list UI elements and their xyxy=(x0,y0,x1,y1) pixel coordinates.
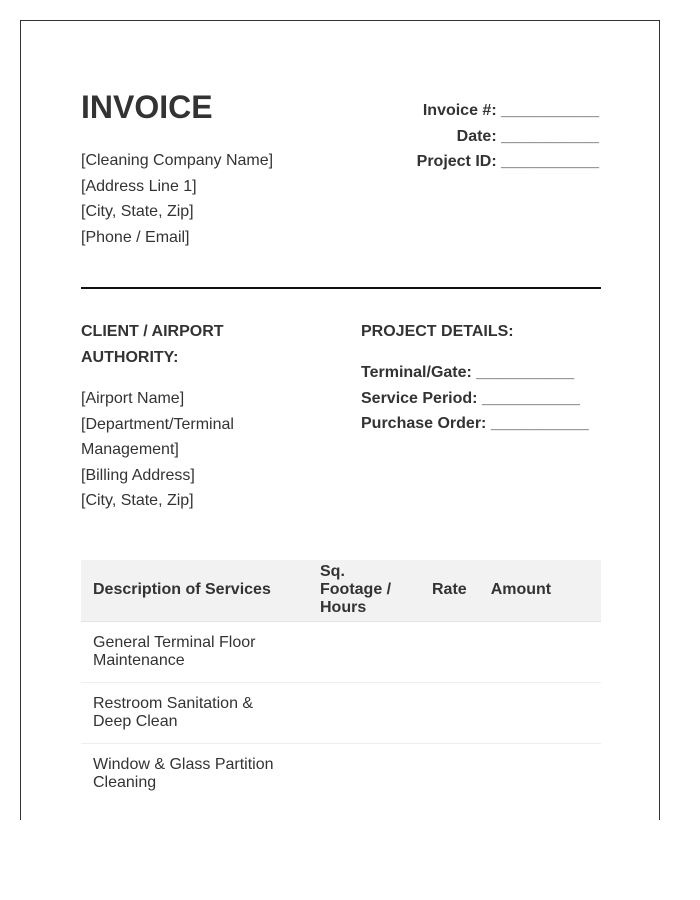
table-header-row xyxy=(81,560,601,621)
invoice-page xyxy=(20,20,660,820)
invoice-title: INVOICE xyxy=(81,89,213,125)
purchase-order-blank: ___________ xyxy=(490,415,589,433)
client-airport-name: [Airport Name] xyxy=(81,390,185,407)
invoice-number-label: Invoice #: xyxy=(422,102,497,119)
terminal-blank: ___________ xyxy=(476,364,575,381)
header-rate: Rate xyxy=(416,560,479,621)
project-details xyxy=(361,360,589,437)
purchase-order-label: Purchase Order: xyxy=(361,415,487,433)
client-block xyxy=(81,386,281,514)
row-sq-footage xyxy=(296,743,416,804)
table-row xyxy=(81,621,601,682)
service-period-row xyxy=(361,386,589,412)
row-amount xyxy=(479,621,601,682)
client-heading: CLIENT / AIRPORT AUTHORITY: xyxy=(81,323,224,366)
services-table xyxy=(81,560,601,804)
row-description: General Terminal Floor Maintenance xyxy=(81,621,296,682)
row-rate xyxy=(416,743,479,804)
client-city: [City, State, Zip] xyxy=(81,492,194,510)
service-period-blank: ___________ xyxy=(481,389,580,407)
date-blank: ___________ xyxy=(501,127,599,145)
terminal-row xyxy=(361,360,589,386)
table-row xyxy=(81,743,601,804)
client-department: [Department/Terminal Management] xyxy=(81,415,234,459)
date-label: Date: xyxy=(456,127,497,145)
purchase-order-row xyxy=(361,411,589,437)
invoice-number-row xyxy=(417,98,599,124)
company-address: [Address Line 1] xyxy=(81,177,197,195)
row-rate xyxy=(416,621,479,682)
company-block xyxy=(81,148,273,250)
header-sq-footage: Sq. Footage / Hours xyxy=(296,560,416,621)
company-city: [City, State, Zip] xyxy=(81,203,194,221)
row-description: Restroom Sanitation & Deep Clean xyxy=(81,682,296,743)
date-row xyxy=(417,124,599,150)
company-name: [Cleaning Company Name] xyxy=(81,152,274,169)
service-period-label: Service Period: xyxy=(361,389,478,407)
row-sq-footage xyxy=(296,682,416,743)
project-id-row xyxy=(417,149,599,175)
company-contact: [Phone / Email] xyxy=(81,228,190,246)
table-row xyxy=(81,682,601,743)
project-id-blank: ___________ xyxy=(501,153,599,171)
row-amount xyxy=(479,743,601,804)
row-amount xyxy=(479,682,601,743)
client-billing-address: [Billing Address] xyxy=(81,466,195,484)
terminal-label: Terminal/Gate: xyxy=(361,364,472,381)
row-sq-footage xyxy=(296,621,416,682)
project-heading: PROJECT DETAILS: xyxy=(361,323,514,340)
row-description: Window & Glass Partition Cleaning xyxy=(93,755,274,791)
invoice-meta xyxy=(417,98,599,175)
invoice-number-blank: ___________ xyxy=(501,102,599,119)
row-rate xyxy=(416,682,479,743)
project-id-label: Project ID: xyxy=(416,153,497,171)
header-amount: Amount xyxy=(479,560,601,621)
header-description: Description of Services xyxy=(81,560,296,621)
header-divider xyxy=(81,287,601,289)
